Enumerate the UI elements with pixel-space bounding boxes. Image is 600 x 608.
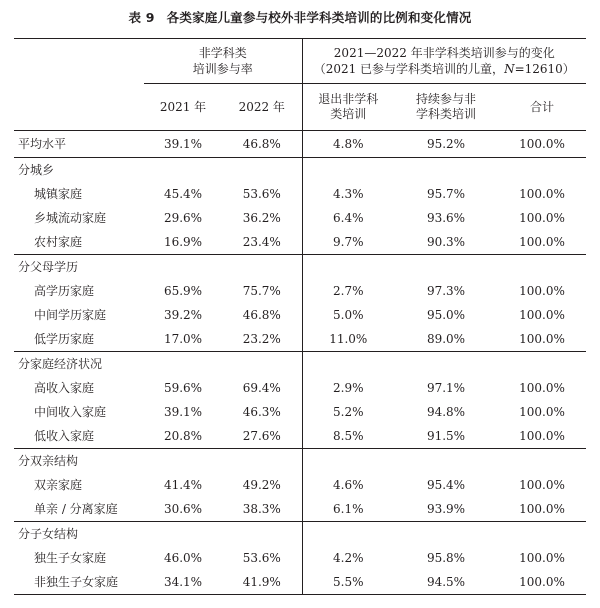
table-row (14, 546, 586, 570)
cell-continue: 97.3% (426, 284, 466, 298)
group1-line1: 非学科类 (198, 46, 247, 60)
table-row (14, 473, 586, 497)
row-label: 中间收入家庭 (34, 405, 107, 419)
cell-2022: 38.3% (222, 497, 302, 522)
cell-total: 100.0% (519, 502, 565, 516)
empty-cell (144, 255, 222, 280)
empty-cell (394, 449, 498, 474)
row-label: 高收入家庭 (34, 381, 95, 395)
col-exit-line1: 退出非学科 (318, 92, 379, 106)
table-row (14, 279, 586, 303)
cell-continue: 90.3% (426, 235, 466, 249)
header-row-groups (14, 39, 586, 84)
cell-2021: 30.6% (163, 502, 203, 516)
section-header-row (14, 255, 586, 280)
table-row (14, 303, 586, 327)
empty-cell (498, 255, 586, 280)
cell-2021: 59.6% (163, 381, 203, 395)
cell-exit: 2.9% (333, 381, 364, 395)
empty-cell (394, 158, 498, 183)
cell-continue: 93.9% (426, 502, 466, 516)
section-title: 分城乡 (14, 158, 144, 183)
cell-2021: 46.0% (163, 551, 203, 565)
cell-2021: 20.8% (163, 429, 203, 443)
cell-continue: 95.0% (426, 308, 466, 322)
table-number: 表 9 (128, 10, 155, 25)
table-row (14, 497, 586, 522)
cell-total: 100.0% (519, 551, 565, 565)
cell-2022: 46.8% (222, 131, 302, 158)
cell-exit: 6.1% (333, 502, 364, 516)
table-body (14, 131, 586, 595)
empty-cell (222, 255, 302, 280)
group-header-change (302, 39, 586, 84)
row-label: 平均水平 (18, 137, 67, 151)
row-label: 乡城流动家庭 (34, 211, 107, 225)
cell-2022: 36.2% (222, 206, 302, 230)
cell-exit: 4.6% (333, 478, 364, 492)
cell-exit: 2.7% (333, 284, 364, 298)
cell-total: 100.0% (519, 478, 565, 492)
cell-2022: 49.2% (222, 473, 302, 497)
empty-cell (144, 352, 222, 377)
cell-2021: 16.9% (163, 235, 203, 249)
cell-total: 100.0% (519, 211, 565, 225)
row-label: 低收入家庭 (34, 429, 95, 443)
cell-continue: 94.8% (426, 405, 466, 419)
cell-continue: 95.4% (426, 478, 466, 492)
cell-2022: 53.6% (222, 546, 302, 570)
row-label: 双亲家庭 (34, 478, 83, 492)
col-header-2021: 2021 年 (144, 84, 222, 131)
empty-cell (394, 522, 498, 547)
data-table (14, 38, 586, 595)
table-row (14, 376, 586, 400)
table-title (0, 8, 600, 26)
cell-exit: 5.5% (302, 570, 394, 595)
cell-exit: 8.5% (333, 429, 364, 443)
cell-2022: 69.4% (222, 376, 302, 400)
cell-exit: 4.2% (333, 551, 364, 565)
cell-total: 100.0% (519, 405, 565, 419)
col-cont-line2: 学科类培训 (415, 107, 476, 121)
empty-cell (222, 522, 302, 547)
col-header-continue (394, 84, 498, 131)
table-row (14, 230, 586, 255)
cell-2021: 39.1% (163, 137, 203, 151)
cell-continue: 91.5% (426, 429, 466, 443)
cell-2022: 27.6% (222, 424, 302, 449)
cell-2022: 46.8% (222, 303, 302, 327)
cell-2021: 39.1% (163, 405, 203, 419)
cell-total: 100.0% (519, 284, 565, 298)
empty-cell (302, 255, 394, 280)
col-header-total: 合计 (498, 84, 586, 131)
cell-exit: 4.3% (333, 187, 364, 201)
cell-continue: 94.5% (394, 570, 498, 595)
cell-total: 100.0% (519, 137, 565, 151)
section-title: 分父母学历 (14, 255, 144, 280)
cell-exit: 9.7% (333, 235, 364, 249)
cell-total: 100.0% (519, 187, 565, 201)
empty-cell (222, 449, 302, 474)
cell-2021: 29.6% (163, 211, 203, 225)
cell-continue: 97.1% (426, 381, 466, 395)
cell-total: 100.0% (519, 381, 565, 395)
group2-line2-n: N (504, 62, 515, 76)
empty-cell (302, 449, 394, 474)
cell-continue: 95.2% (426, 137, 466, 151)
cell-2021: 34.1% (144, 570, 222, 595)
cell-2022: 53.6% (222, 182, 302, 206)
group2-line2-pre: （2021 已参与学科类培训的儿童， (313, 62, 505, 76)
col-cont-line1: 持续参与非 (415, 92, 476, 106)
row-label: 高学历家庭 (34, 284, 95, 298)
cell-total: 100.0% (519, 235, 565, 249)
cell-total: 100.0% (519, 332, 565, 346)
empty-cell (394, 352, 498, 377)
empty-cell (498, 352, 586, 377)
table-title-text: 各类家庭儿童参与校外非学科类培训的比例和变化情况 (166, 10, 472, 25)
section-title: 分家庭经济状况 (14, 352, 144, 377)
row-label: 非独生子女家庭 (14, 570, 144, 595)
cell-2022: 23.2% (222, 327, 302, 352)
section-title: 分子女结构 (14, 522, 144, 547)
row-label: 城镇家庭 (34, 187, 83, 201)
table-row (14, 400, 586, 424)
empty-cell (222, 158, 302, 183)
table-row (14, 206, 586, 230)
table-row-average (14, 131, 586, 158)
cell-2021: 45.4% (163, 187, 203, 201)
cell-2022: 23.4% (222, 230, 302, 255)
table-row (14, 182, 586, 206)
empty-cell (498, 449, 586, 474)
section-header-row (14, 158, 586, 183)
table-row (14, 327, 586, 352)
empty-cell (144, 522, 222, 547)
cell-exit: 5.2% (333, 405, 364, 419)
table-row (14, 424, 586, 449)
section-header-row (14, 449, 586, 474)
cell-2021: 65.9% (163, 284, 203, 298)
cell-2022: 46.3% (222, 400, 302, 424)
cell-total: 100.0% (519, 429, 565, 443)
empty-cell (302, 158, 394, 183)
group2-line2 (303, 61, 587, 77)
row-label: 单亲 / 分离家庭 (34, 502, 118, 516)
empty-cell (144, 449, 222, 474)
section-header-row (14, 522, 586, 547)
group-header-participation (144, 39, 302, 84)
empty-cell (302, 522, 394, 547)
row-label: 低学历家庭 (34, 332, 95, 346)
section-title: 分双亲结构 (14, 449, 144, 474)
cell-exit: 6.4% (333, 211, 364, 225)
row-label: 农村家庭 (34, 235, 83, 249)
cell-2021: 39.2% (163, 308, 203, 322)
empty-cell (302, 352, 394, 377)
cell-2021: 41.4% (163, 478, 203, 492)
empty-cell (394, 255, 498, 280)
cell-2022: 75.7% (222, 279, 302, 303)
row-label: 独生子女家庭 (34, 551, 107, 565)
cell-total: 100.0% (498, 570, 586, 595)
cell-total: 100.0% (519, 308, 565, 322)
cell-continue: 95.8% (426, 551, 466, 565)
empty-cell (498, 158, 586, 183)
table-row (14, 570, 586, 595)
col-exit-line2: 类培训 (330, 107, 367, 121)
empty-cell (498, 522, 586, 547)
cell-continue: 93.6% (426, 211, 466, 225)
group2-line1: 2021—2022 年非学科类培训参与的变化 (333, 46, 555, 60)
cell-continue: 95.7% (426, 187, 466, 201)
group2-line2-post: =12610） (514, 62, 575, 76)
row-label: 中间学历家庭 (34, 308, 107, 322)
cell-continue: 89.0% (426, 332, 466, 346)
section-header-row (14, 352, 586, 377)
cell-2022: 41.9% (222, 570, 302, 595)
col-header-exit (302, 84, 394, 131)
stub-header-cell (14, 39, 144, 131)
empty-cell (144, 158, 222, 183)
group1-line2: 培训参与率 (192, 62, 253, 76)
cell-exit: 4.8% (333, 137, 364, 151)
col-header-2022: 2022 年 (222, 84, 302, 131)
cell-exit: 5.0% (333, 308, 364, 322)
empty-cell (222, 352, 302, 377)
cell-2021: 17.0% (163, 332, 203, 346)
cell-exit: 11.0% (329, 332, 368, 346)
